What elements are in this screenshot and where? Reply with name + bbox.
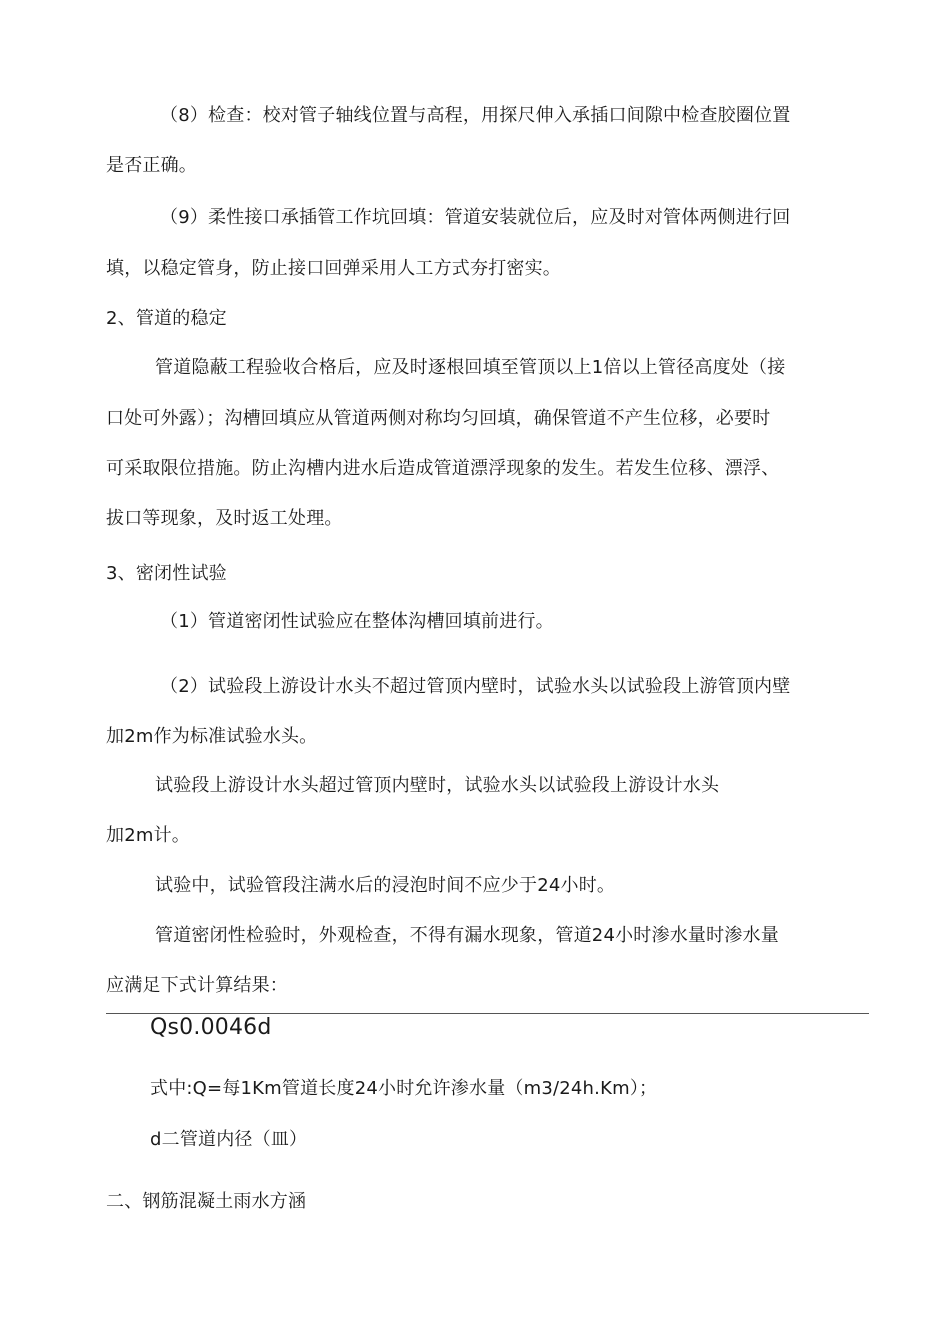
item-2-line-1: （2）试验段上游设计水头不超过管顶内壁时，试验水头以试验段上游管顶内壁	[160, 676, 791, 697]
section-2-line-2: 口处可外露）；沟槽回填应从管道两侧对称均匀回填，确保管道不产生位移，必要时	[106, 408, 771, 429]
section-2-line-4: 拔口等现象，及时返工处理。	[106, 508, 343, 529]
chapter-heading-2: 二、钢筋混凝土雨水方涵	[106, 1191, 307, 1212]
formula: Qs0.0046d	[150, 1015, 272, 1040]
section-heading-3: 3、密闭性试验	[106, 563, 227, 584]
section-3-para-b: 试验中，试验管段注满水后的浸泡时间不应少于24小时。	[155, 875, 616, 896]
paragraph-9-line-2: 填，以稳定管身，防止接口回弹采用人工方式夯打密实。	[106, 258, 561, 279]
formula-where-d: d二管道内径（皿）	[150, 1129, 308, 1150]
section-3-para-c-line-1: 管道密闭性检验时，外观检查，不得有漏水现象，管道24小时渗水量时渗水量	[155, 925, 779, 946]
horizontal-rule	[106, 1013, 869, 1014]
section-2-line-3: 可采取限位措施。防止沟槽内进水后造成管道漂浮现象的发生。若发生位移、漂浮、	[106, 458, 780, 479]
section-2-line-1: 管道隐蔽工程验收合格后，应及时逐根回填至管顶以上1倍以上管径高度处（接	[155, 357, 786, 378]
paragraph-9-line-1: （9）柔性接口承插管工作坑回填：管道安装就位后，应及时对管体两侧进行回	[160, 207, 791, 228]
section-heading-2: 2、管道的稳定	[106, 308, 227, 329]
paragraph-8-line-1: （8）检查：校对管子轴线位置与高程，用探尺伸入承插口间隙中检查胶圈位置	[160, 105, 791, 126]
paragraph-8-line-2: 是否正确。	[106, 155, 197, 176]
item-2-line-2: 加2m作为标准试验水头。	[106, 726, 318, 747]
item-1: （1）管道密闭性试验应在整体沟槽回填前进行。	[160, 611, 554, 632]
section-3-para-a-line-2: 加2m计。	[106, 825, 190, 846]
section-3-para-c-line-2: 应满足下式计算结果：	[106, 975, 288, 996]
formula-where-q: 式中:Q=每1Km管道长度24小时允许渗水量（m3/24h.Km）；	[150, 1078, 658, 1099]
section-3-para-a-line-1: 试验段上游设计水头超过管顶内壁时，试验水头以试验段上游设计水头	[155, 775, 720, 796]
